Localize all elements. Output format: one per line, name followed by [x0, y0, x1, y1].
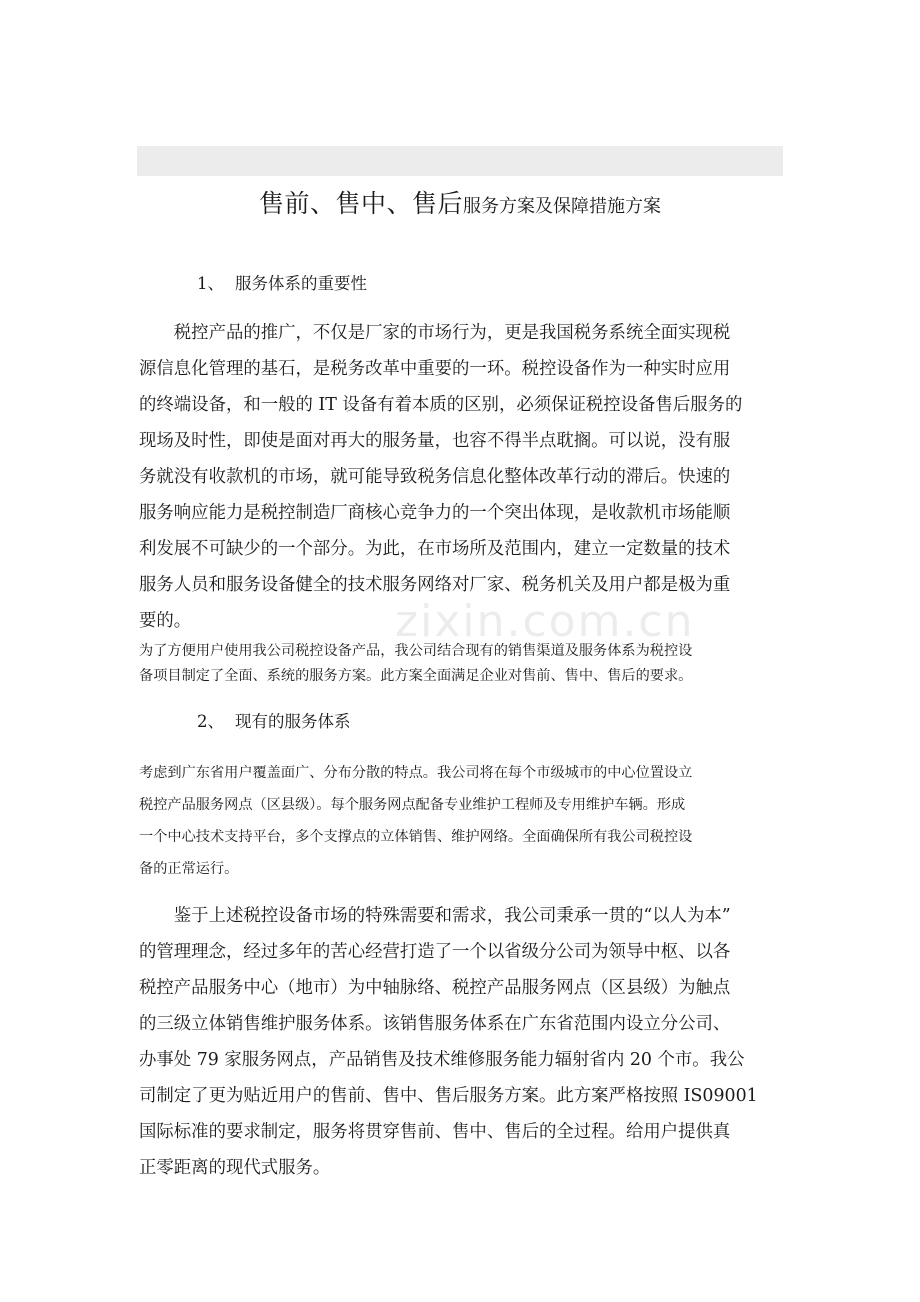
paragraph-line: 司制定了更为贴近用户的售前、售中、售后服务方案。此方案严格按照 IS09001 — [139, 1086, 758, 1106]
paragraph-line: 税控产品的推广，不仅是厂家的市场行为，更是我国税务系统全面实现税 — [139, 323, 731, 343]
section-title-2: 现有的服务体系 — [235, 712, 351, 731]
watermark: zixin.com.cn — [395, 596, 695, 647]
paragraph-line: 的终端设备，和一般的 IT 设备有着本质的区别，必须保证税控设备售后服务的 — [139, 395, 743, 415]
paragraph-line: 的管理理念，经过多年的苦心经营打造了一个以省级分公司为领导中枢、以各 — [139, 942, 731, 962]
paragraph-line: 正零距离的现代式服务。 — [139, 1158, 331, 1178]
paragraph-line: 一个中心技术支持平台，多个支撑点的立体销售、维护网络。全面确保所有我公司税控设 — [139, 829, 693, 845]
paragraph-line: 为了方便用户使用我公司税控设备产品，我公司结合现有的销售渠道及服务体系为税控设 — [139, 643, 693, 659]
paragraph-line: 税控产品服务中心（地市）为中轴脉络、税控产品服务网点（区县级）为触点 — [139, 978, 731, 998]
paragraph-guangdong — [139, 757, 784, 885]
paragraph-line: 考虑到广东省用户覆盖面广、分布分散的特点。我公司将在每个市级城市的中心位置设立 — [139, 765, 693, 781]
paragraph-line: 服务响应能力是税控制造厂商核心竞争力的一个突出体现，是收款机市场能顺 — [139, 503, 731, 523]
paragraph-line: 务就没有收款机的市场，就可能导致税务信息化整体改革行动的滞后。快速的 — [139, 467, 731, 487]
paragraph-service-system — [139, 898, 784, 1186]
section-number-2: 2、 — [197, 712, 224, 731]
paragraph-line: 办事处 79 家服务网点，产品销售及技术维修服务能力辐射省内 20 个市。我公 — [139, 1050, 745, 1070]
header-band — [137, 146, 783, 176]
paragraph-line: 的三级立体销售维护服务体系。该销售服务体系在广东省范围内设立分公司、 — [139, 1014, 731, 1034]
paragraph-line: 源信息化管理的基石，是税务改革中重要的一环。税控设备作为一种实时应用 — [139, 359, 731, 379]
paragraph-line: 服务人员和服务设备健全的技术服务网络对厂家、税务机关及用户都是极为重 — [139, 575, 731, 595]
paragraph-line: 国际标准的要求制定，服务将贯穿售前、售中、售后的全过程。给用户提供真 — [139, 1122, 731, 1142]
title-main: 售前、售中、售后 — [258, 189, 463, 218]
paragraph-importance — [139, 315, 784, 639]
section-heading-2 — [197, 708, 351, 732]
paragraph-line: 税控产品服务网点（区县级）。每个服务网点配备专业维护工程师及专用维护车辆。形成 — [139, 797, 686, 813]
section-title-1: 服务体系的重要性 — [235, 274, 367, 293]
section-number-1: 1、 — [197, 274, 224, 293]
paragraph-line: 要的。 — [139, 611, 192, 631]
paragraph-line: 利发展不可缺少的一个部分。为此，在市场所及范围内，建立一定数量的技术 — [139, 539, 731, 559]
paragraph-service-plan — [139, 639, 784, 689]
paragraph-line: 现场及时性，即使是面对再大的服务量，也容不得半点耽搁。可以说，没有服 — [139, 431, 731, 451]
paragraph-line: 鉴于上述税控设备市场的特殊需要和需求，我公司秉承一贯的“以人为本” — [139, 906, 731, 926]
section-heading-1 — [197, 270, 367, 294]
paragraph-line: 备的正常运行。 — [139, 861, 239, 877]
document-title — [0, 184, 920, 220]
title-sub: 服务方案及保障措施方案 — [463, 196, 661, 217]
paragraph-line: 备项目制定了全面、系统的服务方案。此方案全面满足企业对售前、售中、售后的要求。 — [139, 668, 693, 684]
